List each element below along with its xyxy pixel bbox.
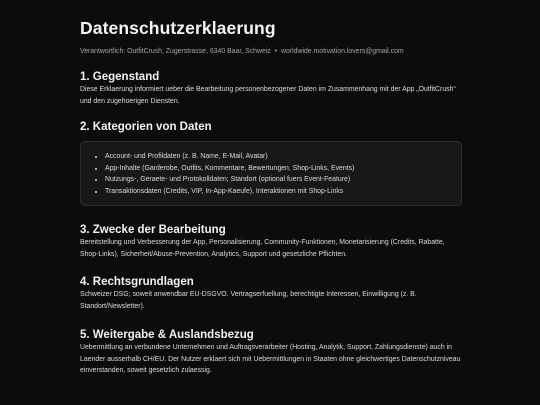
section-text-gegenstand: Diese Erklaerung informiert ueber die Bearbeitung personenbezogener Daten im Zusammenhang mit der App „OutfitCrush“ und den zugehoerigen Diensten. bbox=[80, 86, 456, 105]
meta-separator: • bbox=[274, 48, 278, 55]
page-title: Datenschutzerklaerung bbox=[80, 18, 276, 38]
section-heading-gegenstand: 1. Gegenstand bbox=[80, 71, 160, 83]
data-categories-list bbox=[93, 151, 451, 197]
section-heading-kategorien: 2. Kategorien von Daten bbox=[80, 121, 212, 133]
data-categories-card bbox=[80, 141, 462, 206]
section-text-rechtsgrundlagen: Schweizer DSG; soweit anwendbar EU-DSGVO. Vertragserfuellung, berechtigte Interessen, Einwilligung (z. B. Standort/Newsletter). bbox=[80, 291, 417, 310]
section-heading-zwecke: 3. Zwecke der Bearbeitung bbox=[80, 224, 226, 236]
list-item: • Account- und Profildaten (z. B. Name, E-Mail, Avatar) bbox=[105, 151, 451, 163]
responsible-meta bbox=[80, 47, 462, 57]
contact-email: worldwide.motivation.lovers@gmail.com bbox=[281, 48, 404, 55]
privacy-policy-page bbox=[80, 16, 462, 377]
responsible-text: Verantwortlich: OutfitCrush, Zugerstrasse, 6340 Baar, Schweiz bbox=[80, 48, 271, 55]
section-text-weitergabe: Uebermittlung an verbundene Unternehmen und Auftragsverarbeiter (Hosting, Analytik, Support, Zahlungsdienste) auch in Laender ausserhalb CH/EU. Der Nutzer erklaert sich mit Uebermittlungen in Staaten ohne gleichwertiges Datenschutzniveau einverstanden, soweit gesetzlich zulaessig. bbox=[80, 344, 461, 374]
list-item: • Nutzungs-, Geraete- und Protokolldaten; Standort (optional fuers Event-Feature) bbox=[105, 174, 451, 186]
list-item: • Transaktionsdaten (Credits, VIP, In-App-Kaeufe), Interaktionen mit Shop-Links bbox=[105, 186, 451, 198]
section-text-zwecke: Bereitstellung und Verbesserung der App, Personalisierung, Community-Funktionen, Monetarisierung (Credits, Rabatte, Shop-Links), Sicherheit/Abuse-Prevention, Analytics, Support und gesetzliche Pflichten. bbox=[80, 239, 445, 258]
section-heading-weitergabe: 5. Weitergabe & Auslandsbezug bbox=[80, 329, 254, 341]
section-heading-rechtsgrundlagen: 4. Rechtsgrundlagen bbox=[80, 276, 194, 288]
list-item: • App-Inhalte (Garderobe, Outfits, Kommentare, Bewertungen, Shop-Links, Events) bbox=[105, 163, 451, 175]
